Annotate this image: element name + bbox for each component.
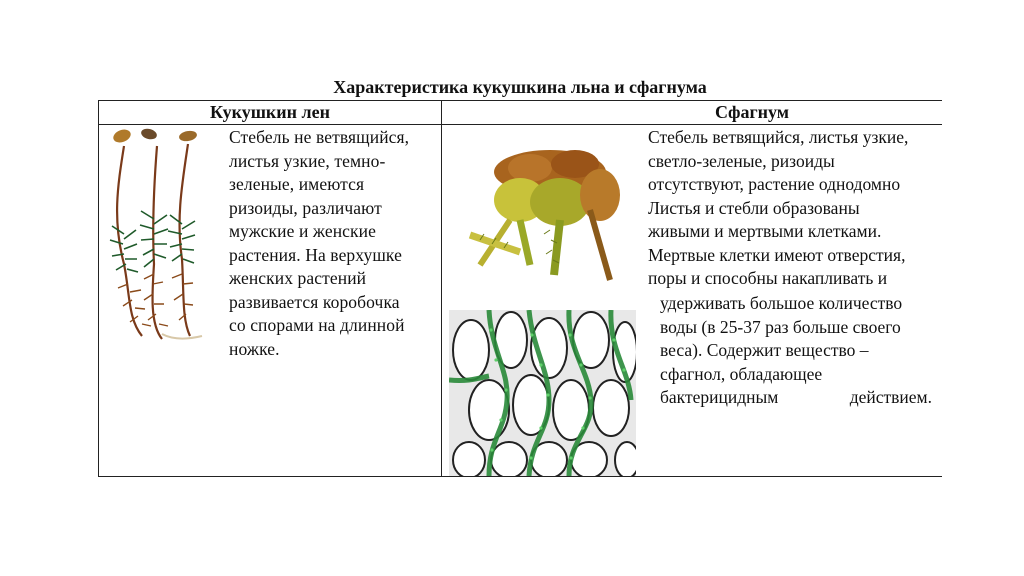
text-line: отсутствуют, растение однодомно (648, 174, 901, 194)
text-word: действием. (849, 387, 932, 407)
table-border-bottom (98, 476, 942, 477)
text-line: веса). Содержит вещество – (660, 340, 869, 360)
text-line: Стебель ветвящийся, листья узкие, (648, 127, 909, 147)
sphagnum-moss-image (450, 140, 632, 290)
text-line: удерживать большое количество (660, 293, 903, 313)
text-line: развивается коробочка (229, 291, 400, 312)
text-word: бактерицидным (660, 387, 779, 407)
cuckoo-flax-description (229, 126, 438, 361)
table-border-left (98, 100, 99, 477)
text-line: ножке. (229, 338, 280, 359)
cuckoo-flax-moss-image (102, 124, 214, 349)
text-line: сфагнол, обладающее (660, 363, 823, 384)
text-line: женских растений (229, 268, 367, 288)
text-line: светло-зеленые, ризоиды (648, 150, 835, 171)
text-line: мужские и женские (229, 221, 376, 241)
table-column-divider (441, 100, 442, 477)
text-line: воды (в 25-37 раз больше своего (660, 316, 901, 337)
text-line: зеленые, имеются (229, 174, 365, 194)
text-line: со спорами на длинной (229, 315, 405, 335)
table-title: Характеристика кукушкина льна и сфагнума (333, 77, 707, 97)
sphagnum-cells-image (449, 310, 636, 476)
column-header-cuckoo-flax: Кукушкин лен (210, 102, 330, 122)
column-header-sphagnum: Сфагнум (714, 102, 790, 122)
sphagnum-description-lower (660, 292, 932, 410)
table-header-divider (98, 124, 942, 125)
text-line: листья узкие, темно- (229, 150, 386, 171)
text-line: живыми и мертвыми клетками. (648, 221, 882, 241)
text-line: Листья и стебли образованы (648, 197, 860, 218)
text-line: Стебель не ветвящийся, (229, 127, 410, 147)
text-line-justified (660, 386, 932, 410)
text-line: растения. На верхушке (229, 244, 402, 265)
text-line: ризоиды, различают (229, 197, 382, 218)
text-line: Мертвые клетки имеют отверстия, (648, 244, 906, 265)
sphagnum-description-upper (648, 126, 944, 291)
text-line: поры и способны накапливать и (648, 268, 888, 288)
